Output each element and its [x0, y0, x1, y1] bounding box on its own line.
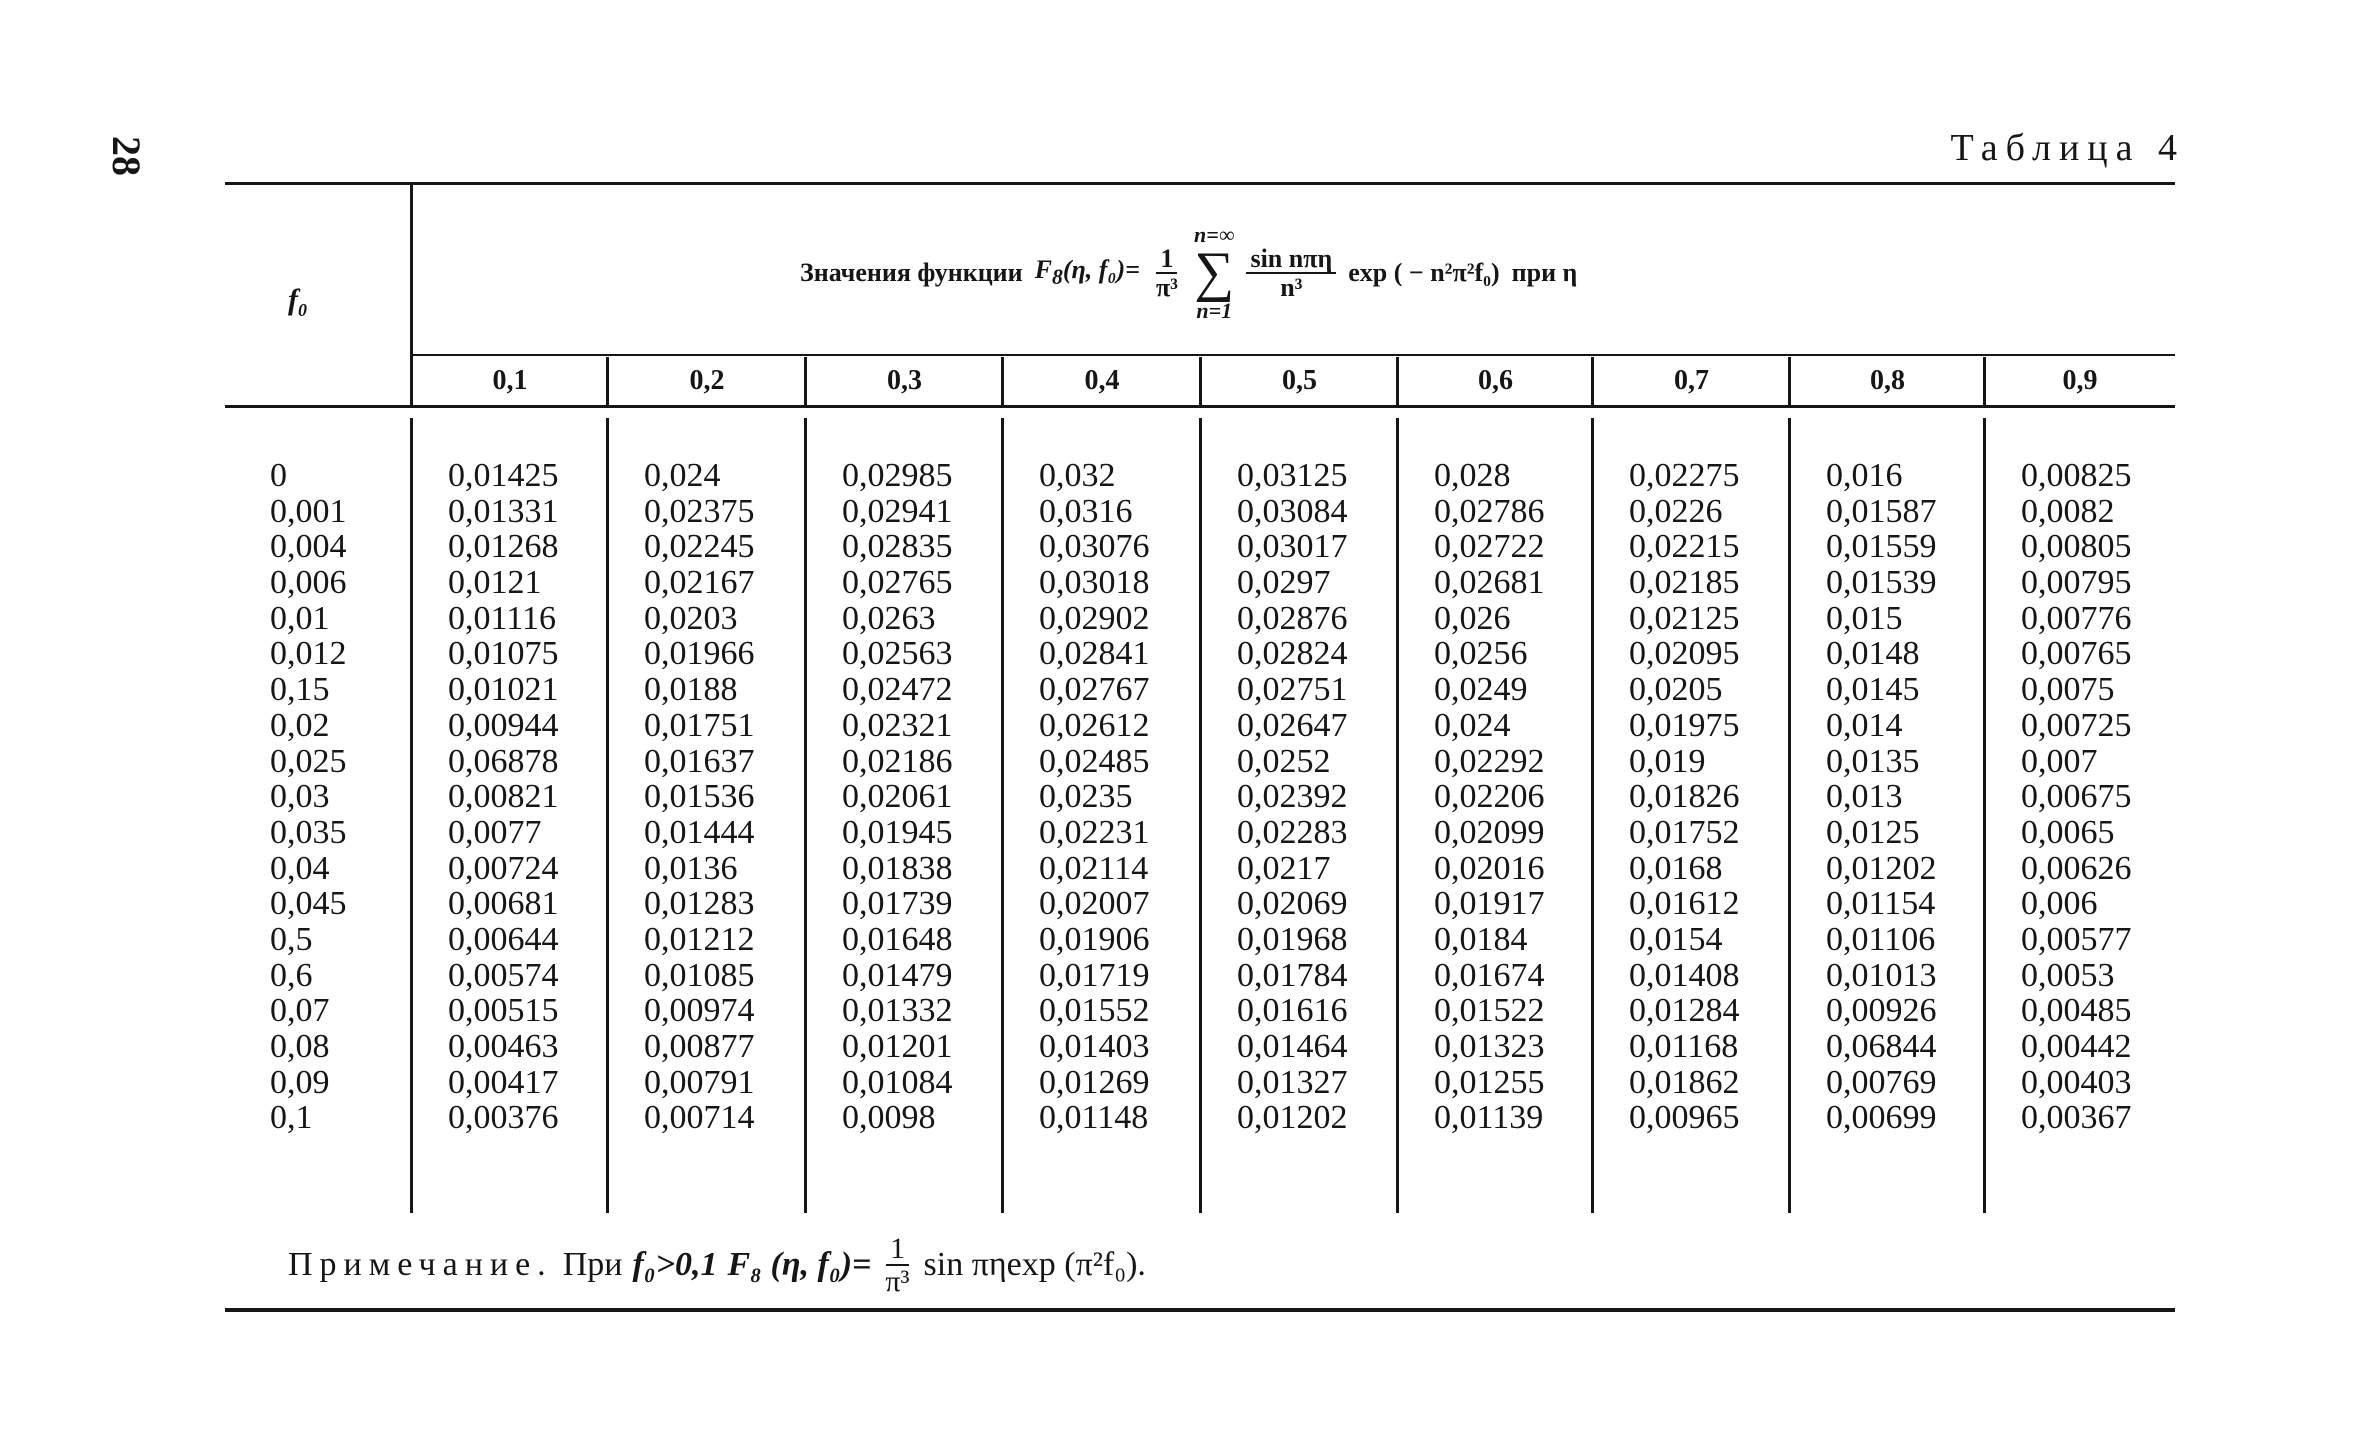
- value-cell: 0,02283: [1237, 813, 1348, 851]
- eta-header-0-2: 0,2: [689, 365, 725, 396]
- value-cell: 0,01139: [1434, 1099, 1544, 1137]
- column-divider: [606, 418, 609, 1213]
- value-cell: 0,01751: [644, 706, 755, 744]
- value-cell: 0,0053: [2021, 956, 2115, 994]
- f0-cell: 0,01: [270, 599, 330, 637]
- eta-header-0-6: 0,6: [1478, 365, 1513, 396]
- f0-cell: 0,1: [270, 1099, 313, 1137]
- value-cell: 0,0065: [2021, 813, 2115, 851]
- value-cell: 0,00626: [2021, 849, 2132, 887]
- value-cell: 0,00515: [448, 992, 559, 1030]
- header-rule: [225, 405, 2175, 408]
- value-cell: 0,02941: [842, 492, 953, 530]
- value-cell: 0,00681: [448, 885, 559, 923]
- value-cell: 0,01719: [1039, 956, 1150, 994]
- value-cell: 0,02186: [842, 742, 953, 780]
- bottom-rule: [225, 1308, 2175, 1312]
- sum-operator: n=∞ ∑ n=1: [1193, 222, 1235, 323]
- value-cell: 0,0125: [1826, 813, 1920, 851]
- value-cell: 0,00805: [2021, 528, 2132, 566]
- f0-cell: 0,02: [270, 706, 330, 744]
- value-cell: 0,00724: [448, 849, 559, 887]
- value-cell: 0,00367: [2021, 1099, 2132, 1137]
- value-cell: 0,02876: [1237, 599, 1348, 637]
- value-cell: 0,02765: [842, 564, 953, 602]
- value-cell: 0,02114: [1039, 849, 1149, 887]
- value-cell: 0,01201: [842, 1028, 953, 1065]
- value-cell: 0,00417: [448, 1063, 559, 1101]
- value-cell: 0,0226: [1629, 492, 1723, 530]
- value-cell: 0,0235: [1039, 778, 1133, 816]
- page-number: 28: [104, 136, 149, 176]
- value-cell: 0,01945: [842, 813, 953, 851]
- eta-header-0-3: 0,3: [887, 365, 922, 396]
- column-divider: [410, 418, 413, 1213]
- caption-suffix: при η: [1511, 258, 1578, 287]
- table-caption: [800, 218, 2000, 328]
- value-cell: 0,02681: [1434, 564, 1545, 602]
- f0-cell: 0,001: [270, 492, 347, 530]
- value-cell: 0,00877: [644, 1028, 755, 1065]
- value-column-5: [1237, 458, 1348, 1136]
- value-cell: 0,00974: [644, 992, 755, 1030]
- value-cell: 0,03017: [1237, 528, 1348, 566]
- value-cell: 0,01084: [842, 1063, 953, 1101]
- value-cell: 0,01752: [1629, 813, 1740, 851]
- f0-cell: 0,045: [270, 885, 347, 923]
- caption-coefficient: $\frac{1}{\text{π³}}$: [1155, 243, 1178, 302]
- value-cell: 0,01013: [1826, 956, 1937, 994]
- value-cell: 0,01917: [1434, 885, 1545, 923]
- value-cell: 0,02185: [1629, 564, 1740, 602]
- f0-cell: 0,035: [270, 813, 347, 851]
- value-cell: 0,00675: [2021, 778, 2132, 816]
- value-cell: 0,01021: [448, 671, 559, 709]
- value-cell: 0,0252: [1237, 742, 1331, 780]
- value-cell: 0,0168: [1629, 849, 1723, 887]
- column-divider: [1199, 418, 1202, 1213]
- value-cell: 0,01148: [1039, 1099, 1149, 1137]
- note-label: Примечание.: [288, 1246, 553, 1283]
- f0-cell: 0,04: [270, 849, 330, 887]
- value-cell: 0,01283: [644, 885, 755, 923]
- value-cell: 0,00944: [448, 706, 559, 744]
- eta-header-0-1: 0,1: [492, 365, 528, 396]
- value-cell: 0,0121: [448, 564, 542, 602]
- eta-header-0-5: 0,5: [1282, 365, 1317, 396]
- value-cell: 0,01269: [1039, 1063, 1150, 1101]
- value-cell: 0,01268: [448, 528, 559, 566]
- value-cell: 0,00725: [2021, 706, 2132, 744]
- value-cell: 0,02786: [1434, 492, 1545, 530]
- value-cell: 0,02231: [1039, 813, 1150, 851]
- value-cell: 0,01408: [1629, 956, 1740, 994]
- note-function: F₈ (η, f₀)=: [727, 1246, 872, 1283]
- f0-cell: 0,08: [270, 1028, 330, 1065]
- value-column-4: [1039, 458, 1150, 1136]
- f0-cell: 0,09: [270, 1063, 330, 1101]
- value-column-9: [2021, 458, 2132, 1136]
- value-cell: 0,00403: [2021, 1063, 2132, 1101]
- value-cell: 0,01522: [1434, 992, 1545, 1030]
- value-cell: 0,03076: [1039, 528, 1150, 566]
- value-cell: 0,028: [1434, 457, 1511, 494]
- value-cell: 0,02167: [644, 564, 755, 602]
- value-cell: 0,0217: [1237, 849, 1331, 887]
- value-cell: 0,02069: [1237, 885, 1348, 923]
- value-cell: 0,02099: [1434, 813, 1545, 851]
- value-cell: 0,00926: [1826, 992, 1937, 1030]
- value-cell: 0,01154: [1826, 885, 1936, 923]
- value-cell: 0,02751: [1237, 671, 1348, 709]
- value-cell: 0,00821: [448, 778, 559, 816]
- value-cell: 0,01464: [1237, 1028, 1348, 1065]
- value-cell: 0,0188: [644, 671, 738, 709]
- value-cell: 0,00574: [448, 956, 559, 994]
- value-cell: 0,02125: [1629, 599, 1740, 637]
- value-cell: 0,01784: [1237, 956, 1348, 994]
- value-cell: 0,01323: [1434, 1028, 1545, 1065]
- value-cell: 0,00376: [448, 1099, 559, 1137]
- value-cell: 0,019: [1629, 742, 1706, 780]
- value-cell: 0,00699: [1826, 1099, 1937, 1137]
- value-cell: 0,024: [1434, 706, 1511, 744]
- value-cell: 0,02841: [1039, 635, 1150, 673]
- value-cell: 0,03125: [1237, 457, 1348, 494]
- value-cell: 0,02206: [1434, 778, 1545, 816]
- value-cell: 0,00442: [2021, 1028, 2132, 1065]
- value-cell: 0,0098: [842, 1099, 936, 1137]
- value-cell: 0,01559: [1826, 528, 1937, 566]
- f0-cell: 0: [270, 457, 287, 494]
- value-cell: 0,0263: [842, 599, 936, 637]
- value-cell: 0,02767: [1039, 671, 1150, 709]
- value-cell: 0,01332: [842, 992, 953, 1030]
- note-coefficient: $\frac{1}{\text{π³}}$: [885, 1231, 910, 1298]
- value-cell: 0,01838: [842, 849, 953, 887]
- value-cell: 0,02321: [842, 706, 953, 744]
- value-cell: 0,01202: [1237, 1099, 1348, 1137]
- note-tail: sin πηexp (π²f₀).: [923, 1246, 1146, 1283]
- value-cell: 0,00965: [1629, 1099, 1740, 1137]
- value-cell: 0,013: [1826, 778, 1903, 816]
- value-column-1: [448, 458, 559, 1136]
- value-cell: 0,01202: [1826, 849, 1937, 887]
- caption-prefix: Значения функции: [800, 258, 1023, 287]
- column-divider: [1983, 418, 1986, 1213]
- value-cell: 0,02824: [1237, 635, 1348, 673]
- f0-column: [270, 458, 347, 1136]
- f0-cell: 0,03: [270, 778, 330, 816]
- value-cell: 0,01966: [644, 635, 755, 673]
- f0-cell: 0,004: [270, 528, 347, 566]
- column-divider: [804, 418, 807, 1213]
- value-cell: 0,0256: [1434, 635, 1528, 673]
- value-cell: 0,02392: [1237, 778, 1348, 816]
- value-cell: 0,01552: [1039, 992, 1150, 1030]
- value-cell: 0,0249: [1434, 671, 1528, 709]
- value-cell: 0,0205: [1629, 671, 1723, 709]
- value-cell: 0,01968: [1237, 920, 1348, 958]
- value-cell: 0,01479: [842, 956, 953, 994]
- value-cell: 0,0075: [2021, 671, 2115, 709]
- value-cell: 0,02292: [1434, 742, 1545, 780]
- value-cell: 0,01255: [1434, 1063, 1545, 1101]
- value-cell: 0,00795: [2021, 564, 2132, 602]
- value-cell: 0,01425: [448, 457, 559, 494]
- f0-cell: 0,15: [270, 671, 330, 709]
- value-cell: 0,01075: [448, 635, 559, 673]
- value-cell: 0,0316: [1039, 492, 1133, 530]
- value-cell: 0,02375: [644, 492, 755, 530]
- column-divider: [1001, 418, 1004, 1213]
- value-cell: 0,00791: [644, 1063, 755, 1101]
- value-cell: 0,015: [1826, 599, 1903, 637]
- value-cell: 0,01284: [1629, 992, 1740, 1030]
- value-column-8: [1826, 458, 1937, 1136]
- value-cell: 0,00644: [448, 920, 559, 958]
- value-column-2: [644, 458, 755, 1136]
- value-cell: 0,01085: [644, 956, 755, 994]
- value-cell: 0,0135: [1826, 742, 1920, 780]
- value-cell: 0,02563: [842, 635, 953, 673]
- f0-cell: 0,07: [270, 992, 330, 1030]
- value-cell: 0,01826: [1629, 778, 1740, 816]
- value-cell: 0,02485: [1039, 742, 1150, 780]
- f0-cell: 0,025: [270, 742, 347, 780]
- note-text: При: [562, 1246, 623, 1283]
- value-cell: 0,03018: [1039, 564, 1150, 602]
- value-cell: 0,01536: [644, 778, 755, 816]
- value-cell: 0,0203: [644, 599, 738, 637]
- value-cell: 0,014: [1826, 706, 1903, 744]
- value-cell: 0,01327: [1237, 1063, 1348, 1101]
- column-divider: [1396, 418, 1399, 1213]
- value-cell: 0,02472: [842, 671, 953, 709]
- stub-header: $f_0$: [288, 283, 307, 320]
- value-cell: 0,0077: [448, 813, 542, 851]
- value-cell: 0,01674: [1434, 956, 1545, 994]
- value-cell: 0,01862: [1629, 1063, 1740, 1101]
- value-cell: 0,01648: [842, 920, 953, 958]
- value-cell: 0,02612: [1039, 706, 1150, 744]
- value-cell: 0,0145: [1826, 671, 1920, 709]
- value-cell: 0,00769: [1826, 1063, 1937, 1101]
- value-cell: 0,02215: [1629, 528, 1740, 566]
- value-cell: 0,02902: [1039, 599, 1150, 637]
- value-cell: 0,06844: [1826, 1028, 1937, 1065]
- eta-header-0-8: 0,8: [1870, 365, 1905, 396]
- value-cell: 0,0297: [1237, 564, 1331, 602]
- value-cell: 0,02722: [1434, 528, 1545, 566]
- value-cell: 0,0184: [1434, 920, 1528, 958]
- value-cell: 0,00825: [2021, 457, 2132, 494]
- note-condition: f₀>0,1: [632, 1246, 718, 1283]
- value-cell: 0,032: [1039, 457, 1116, 494]
- value-cell: 0,01906: [1039, 920, 1150, 958]
- value-cell: 0,0082: [2021, 492, 2115, 530]
- value-cell: 0,01975: [1629, 706, 1740, 744]
- f0-cell: 0,5: [270, 920, 313, 958]
- value-cell: 0,0154: [1629, 920, 1723, 958]
- caption-exp: exp ( − n²π²f₀): [1348, 258, 1500, 287]
- value-cell: 0,00765: [2021, 635, 2132, 673]
- table-label: Таблица 4: [1950, 127, 2185, 169]
- value-cell: 0,01616: [1237, 992, 1348, 1030]
- value-cell: 0,02016: [1434, 849, 1545, 887]
- value-cell: 0,02007: [1039, 885, 1150, 923]
- column-divider: [1788, 418, 1791, 1213]
- value-cell: 0,024: [644, 457, 721, 494]
- value-cell: 0,016: [1826, 457, 1903, 494]
- value-cell: 0,01637: [644, 742, 755, 780]
- f0-cell: 0,012: [270, 635, 347, 673]
- value-cell: 0,01168: [1629, 1028, 1739, 1065]
- value-cell: 0,01739: [842, 885, 953, 923]
- value-cell: 0,03084: [1237, 492, 1348, 530]
- value-cell: 0,00776: [2021, 599, 2132, 637]
- value-cell: 0,01331: [448, 492, 559, 530]
- value-column-7: [1629, 458, 1740, 1136]
- value-cell: 0,02095: [1629, 635, 1740, 673]
- value-cell: 0,01612: [1629, 885, 1740, 923]
- value-cell: 0,01444: [644, 813, 755, 851]
- value-cell: 0,00714: [644, 1099, 755, 1137]
- subheader-rule: [412, 354, 2175, 356]
- value-cell: 0,01403: [1039, 1028, 1150, 1065]
- value-cell: 0,0148: [1826, 635, 1920, 673]
- value-cell: 0,01587: [1826, 492, 1937, 530]
- eta-header-0-7: 0,7: [1674, 365, 1709, 396]
- value-cell: 0,01116: [448, 599, 556, 637]
- value-cell: 0,01212: [644, 920, 755, 958]
- caption-function: $F_8(\eta$, f₀)=: [1034, 255, 1140, 290]
- f0-cell: 0,6: [270, 956, 313, 994]
- value-cell: 0,01539: [1826, 564, 1937, 602]
- f0-cell: 0,006: [270, 564, 347, 602]
- column-divider: [1591, 418, 1594, 1213]
- value-cell: 0,02061: [842, 778, 953, 816]
- value-cell: 0,02835: [842, 528, 953, 566]
- top-rule: [225, 182, 2175, 185]
- value-cell: 0,06878: [448, 742, 559, 780]
- value-cell: 0,026: [1434, 599, 1511, 637]
- value-cell: 0,02985: [842, 457, 953, 494]
- table-note: [288, 1230, 1146, 1300]
- value-cell: 0,01106: [1826, 920, 1936, 958]
- value-cell: 0,02647: [1237, 706, 1348, 744]
- value-cell: 0,0136: [644, 849, 738, 887]
- value-cell: 0,00577: [2021, 920, 2132, 958]
- eta-header-0-9: 0,9: [2062, 365, 2098, 396]
- value-cell: 0,006: [2021, 885, 2098, 923]
- eta-header-0-4: 0,4: [1084, 365, 1120, 396]
- value-cell: 0,007: [2021, 742, 2098, 780]
- value-column-6: [1434, 458, 1545, 1136]
- value-column-3: [842, 458, 953, 1136]
- value-cell: 0,00463: [448, 1028, 559, 1065]
- value-cell: 0,02275: [1629, 457, 1740, 494]
- caption-term: $\frac{\text{sin nπη}}{\text{n³}}$: [1246, 245, 1336, 302]
- value-cell: 0,00485: [2021, 992, 2132, 1030]
- value-cell: 0,02245: [644, 528, 755, 566]
